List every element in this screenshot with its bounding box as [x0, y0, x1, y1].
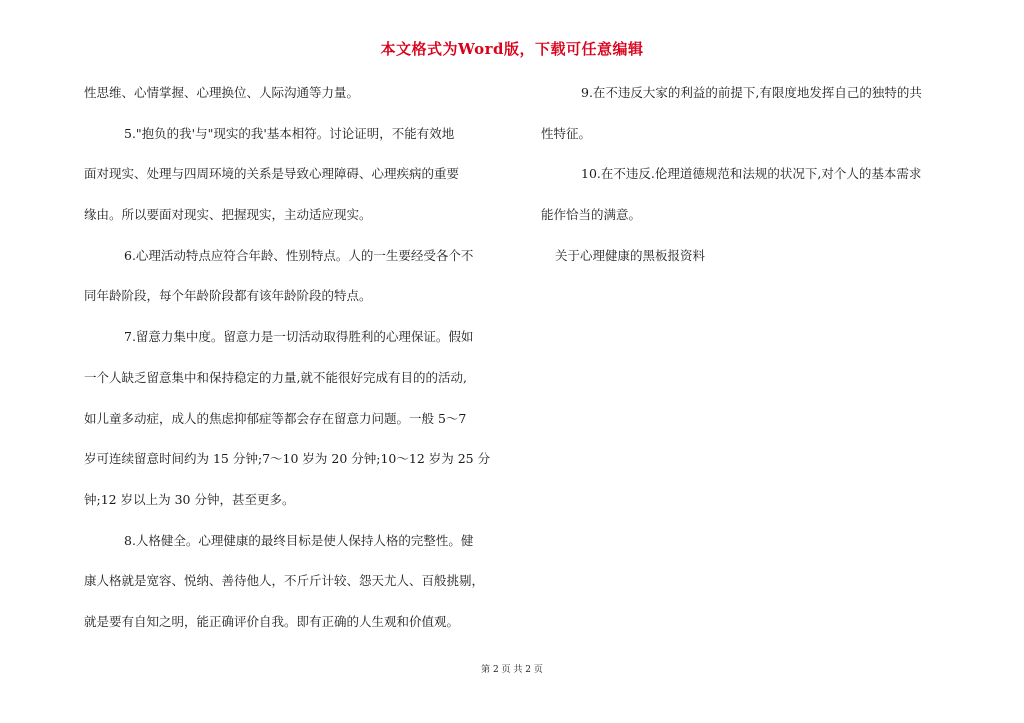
paragraph-line: 面对现实、处理与四周环境的关系是导致心理障碍、心理疾病的重要	[84, 166, 460, 182]
paragraph-line: 8.人格健全。心理健康的最终目标是使人保持人格的完整性。健	[124, 532, 474, 548]
paragraph-line: 性特征。	[541, 125, 592, 141]
left-column	[84, 80, 514, 650]
download-banner: 本文格式为Word版，下载可任意编辑	[380, 40, 644, 58]
page-number: 第 2 页 共 2 页	[481, 665, 543, 675]
paragraph-line: 钟;12 岁以上为 30 分钟，甚至更多。	[84, 491, 295, 507]
paragraph-line: 能作恰当的满意。	[541, 207, 642, 223]
paragraph-line: 6.心理活动特点应符合年龄、性别特点。人的一生要经受各个不	[124, 247, 474, 263]
paragraph-line: 7.留意力集中度。留意力是一切活动取得胜利的心理保证。假如	[124, 329, 474, 345]
paragraph-line: 性思维、心情掌握、心理换位、人际沟通等力量。	[84, 85, 360, 100]
paragraph-line: 岁可连续留意时间约为 15 分钟;7～10 岁为 20 分钟;10～12 岁为 25 分	[84, 451, 491, 467]
paragraph-line: 就是要有自知之明，能正确评价自我。即有正确的人生观和价值观。	[84, 613, 460, 629]
paragraph-line: 如儿童多动症，成人的焦虑抑郁症等都会存在留意力问题。一般 5～7	[84, 410, 467, 426]
paragraph-line: 5."抱负的我'与"现实的我'基本相符。讨论证明，不能有效地	[124, 125, 455, 141]
paragraph-line: 9.在不违反大家的利益的前提下,有限度地发挥自己的独特的共	[581, 85, 922, 100]
right-column	[541, 80, 961, 283]
section-heading: 关于心理健康的黑板报资料	[555, 247, 706, 263]
paragraph-line: 一个人缺乏留意集中和保持稳定的力量,就不能很好完成有目的的活动,	[84, 369, 467, 385]
paragraph-line: 康人格就是宽容、悦纳、善待他人，不斤斤计较、怨天尤人、百般挑剔，	[84, 573, 485, 589]
paragraph-line: 缘由。所以要面对现实、把握现实，主动适应现实。	[84, 207, 372, 223]
paragraph-line: 10.在不违反.伦理道德规范和法规的状况下,对个人的基本需求	[581, 166, 922, 182]
paragraph-line: 同年龄阶段，每个年龄阶段都有该年龄阶段的特点。	[84, 288, 372, 304]
